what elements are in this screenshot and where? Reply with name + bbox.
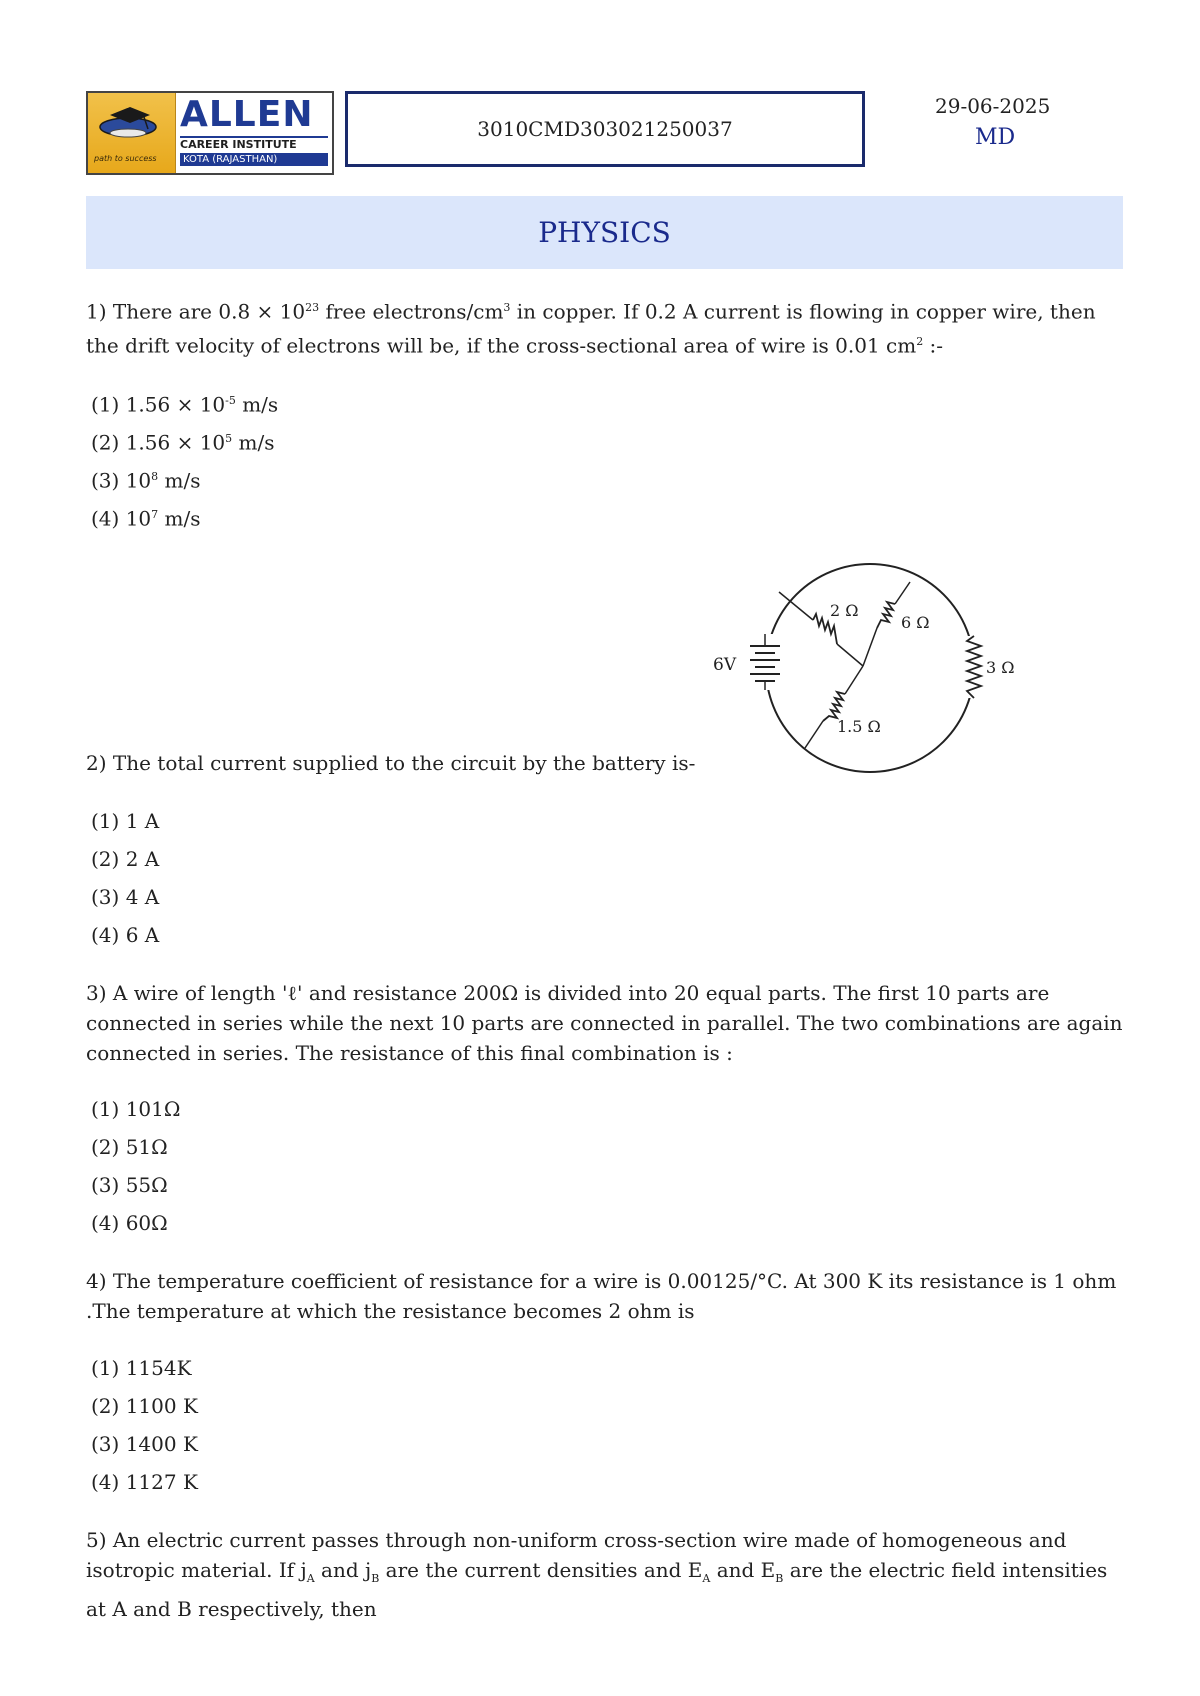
option-item[interactable]: (4) 6 A <box>91 923 160 947</box>
battery-label: 6V <box>713 655 737 675</box>
question-1-text: 1) There are $0.8 \times 10^{23}$ free electrons/$cm^3$ in copper. If 0.2 A current is flowing in copper wire, then the drift velocity of electrons will be, if the cross-sectional area of wire is 0.01 $cm^2$ :- <box>86 299 1096 358</box>
resistor-label: 1.5 Ω <box>837 717 881 736</box>
logo-tagline: path to success <box>94 154 157 163</box>
exam-date: 29-06-2025 <box>935 94 1051 118</box>
resistor-label: 3 Ω <box>986 658 1015 677</box>
option-item[interactable]: (3) 4 A <box>91 885 160 909</box>
option-item[interactable]: (4) 60Ω <box>91 1211 168 1235</box>
option-item[interactable]: (4) $10^7$ m/s <box>91 506 201 531</box>
option-item[interactable]: (1) 1154K <box>91 1356 192 1380</box>
question-3-options <box>91 1090 180 1242</box>
question-2-text: 2) The total current supplied to the circuit by the battery is- <box>86 751 696 775</box>
exam-stream: MD <box>975 125 1016 150</box>
option-item[interactable]: (2) $1.56 \times 10^5$ m/s <box>91 430 275 455</box>
option-item[interactable]: (3) $10^8$ m/s <box>91 468 201 493</box>
circuit-diagram <box>705 556 1025 776</box>
resistor-label: 6 Ω <box>901 613 930 632</box>
logo-subtitle: CAREER INSTITUTE <box>180 136 328 151</box>
option-item[interactable]: (3) 55Ω <box>91 1173 168 1197</box>
resistor-label: 2 Ω <box>830 601 859 620</box>
question-1-options <box>91 382 278 534</box>
question-3-text: 3) A wire of length 'ℓ' and resistance 200Ω is divided into 20 equal parts. The first 10 parts are connected in series while the next 10 parts are connected in parallel. The two combinations are again connected in series. The resistance of this final combination is : <box>86 981 1123 1065</box>
subject-banner <box>86 196 1123 269</box>
option-item[interactable]: (2) 51Ω <box>91 1135 168 1159</box>
logo-location: KOTA (RAJASTHAN) <box>180 153 328 166</box>
option-item[interactable]: (2) 1100 K <box>91 1394 198 1418</box>
paper-code: 3010CMD303021250037 <box>477 117 733 141</box>
option-item[interactable]: (3) 1400 K <box>91 1432 198 1456</box>
question-4-text: 4) The temperature coefficient of resistance for a wire is 0.00125/°C. At 300 K its resistance is 1 ohm .The temperature at which the resistance becomes 2 ohm is <box>86 1269 1117 1323</box>
logo-brand: ALLEN <box>180 94 314 135</box>
option-item[interactable]: (1) 1 A <box>91 809 160 833</box>
paper-code-box <box>345 91 865 167</box>
option-item[interactable]: (4) 1127 K <box>91 1470 198 1494</box>
question-2-options <box>91 802 159 954</box>
question-4-options <box>91 1349 198 1501</box>
resistor-6ohm <box>877 602 895 628</box>
question-5-text: 5) An electric current passes through non-uniform cross-section wire made of homogeneous and isotropic material. If $j_A$ and $j_B$ are the current densities and $E_A$ and $E_B$ are the electric field intensities at A and B respectively, then <box>86 1528 1108 1621</box>
allen-logo <box>86 91 334 175</box>
option-item[interactable]: (2) 2 A <box>91 847 160 871</box>
subject-title: PHYSICS <box>538 216 671 249</box>
option-item[interactable]: (1) 101Ω <box>91 1097 181 1121</box>
logo-emblem <box>88 93 176 173</box>
option-item[interactable]: (1) $1.56 \times 10^{-5}$ m/s <box>91 392 279 417</box>
